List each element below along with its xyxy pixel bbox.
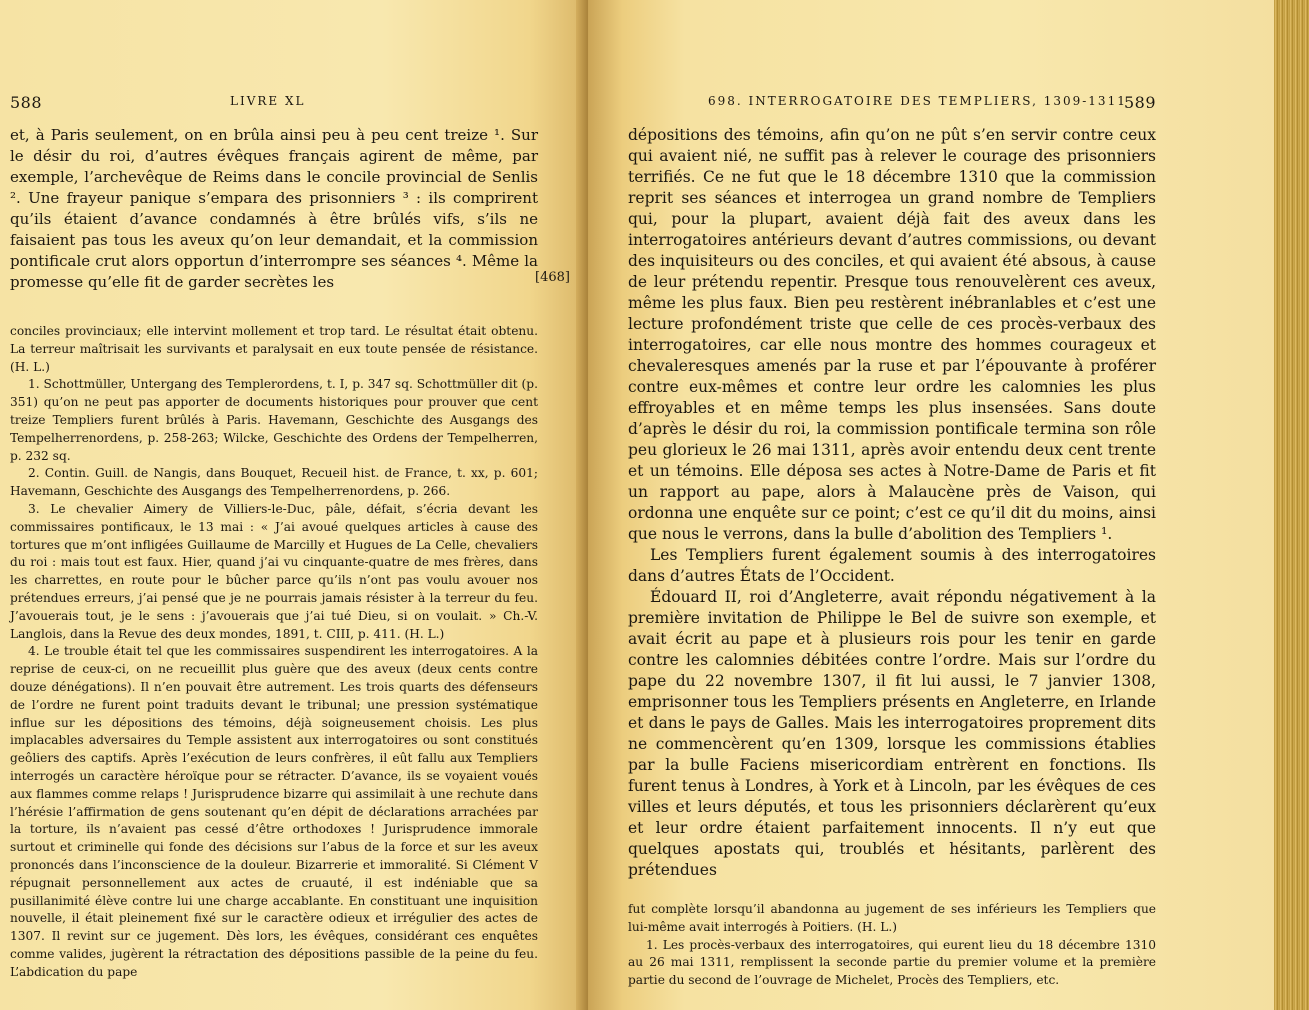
left-footnote-3: 3. Le chevalier Aimery de Villiers-le-Duc, pâle, défait, s’écria devant les commissaires pontificaux, le 13 mai : « J’ai avoué quelques articles à cause des tortures que m’ont infligées Guillaume de Marcilly et Hugues de La Celle, chevaliers du roi : mais tout est faux. Hier, quand j’ai vu cinquante-quatre de mes frères, dans les charrettes, en route pour le bûcher parce qu’ils n’ont pas voulu avouer nos prétendues erreurs, j’ai pensé que je ne pourrais jamais résister à la terreur du feu. J’avouerais tout, je le sens : j’avouerais que j’ai tué Dieu, si on voulait. » Ch.-V. Langlois, dans la Revue des deux mondes, 1891, t. CIII, p. 411. (H. L.) (10, 501, 538, 641)
right-footnotes (628, 901, 1156, 990)
margin-reference: [468] (535, 270, 570, 285)
right-body-text (628, 125, 1156, 881)
right-body-paragraph-2: Les Templiers furent également soumis à des interrogatoires dans d’autres États de l’Occident. (628, 546, 1156, 585)
left-page-header (10, 93, 538, 125)
left-footnote-2: 2. Contin. Guill. de Nangis, dans Bouquet, Recueil hist. de France, t. xx, p. 601; Havemann, Geschichte des Ausgangs des Tempelherrenordens, p. 266. (10, 466, 538, 499)
right-running-head: 698. INTERROGATOIRE DES TEMPLIERS, 1309-1311 (708, 94, 1127, 108)
left-footnote-4: 4. Le trouble était tel que les commissaires suspendirent les interrogatoires. A la reprise de ceux-ci, on ne recueillit plus guère que des aveux (deux cents contre douze dénégations). Il n’en pouvait être autrement. Les trois quarts des défenseurs de l’ordre ne furent point traduits devant le tribunal; une pression systématique influe sur les dépositions des témoins, déjà soigneusement choisis. Les plus implacables adversaires du Temple assistent aux interrogatoires ou sont constitués geôliers des captifs. Après l’exécution de leurs confrères, il eût fallu aux Templiers interrogés un caractère héroïque pour se rétracter. D’avance, ils se voyaient voués aux flammes comme relaps ! Jurisprudence bizarre qui assimilait à une rechute dans l’hérésie l’affirmation de gens soutenant qu’en dépit de déclarations arrachées par la torture, ils n’avaient pas cessé d’être orthodoxes ! Jurisprudence immorale surtout et criminelle qui fonde des décisions sur l’abus de la force et sur les aveux prononcés dans l’inconscience de la douleur. Bizarrerie et immoralité. Si Clément V répugnait personnellement aux actes de cruauté, il est indéniable que sa pusillanimité élève contre lui une charge accablante. En constituant une inquisition nouvelle, il était pleinement fixé sur le caractère odieux et irrégulier des actes de 1307. Il revint sur ce jugement. Dès lors, les évêques, considérant ces enquêtes comme valides, jugèrent la rétractation des dépositions passible de la peine du feu. L’abdication du pape (10, 644, 538, 979)
left-body-text (10, 125, 538, 293)
right-body-paragraph-1: dépositions des témoins, afin qu’on ne pût s’en servir contre ceux qui avaient nié, ne suffit pas à relever le courage des prisonniers terrifiés. Ce ne fut que le 18 décembre 1310 que la commission reprit ses séances et interrogea un grand nombre de Templiers qui, pour la plupart, avaient déjà fait des aveux dans les interrogatoires antérieurs devant d’autres commissions, ou devant des inquisiteurs ou des conciles, et qui avaient été absous, à cause de leur prétendu repentir. Presque tous renouvelèrent ces aveux, même les plus faux. Bien peu restèrent inébranlables et c’est une lecture profondément triste que celle de ces procès-verbaux des interrogatoires, car elle nous montre des hommes courageux et chevaleresques amenés par la ruse et par l’épouvante à proférer contre eux-mêmes et contre leur ordre les calomnies les plus effroyables et en même temps les plus insensées. Sans doute d’après le désir du roi, la commission pontificale termina son rôle peu glorieux le 26 mai 1311, après avoir entendu deux cent trente et un témoins. Elle déposa ses actes à Notre-Dame de Paris et fit un rapport au pape, alors à Malaucène près de Vaison, qui ordonna une enquête sur ce point; c’est ce qu’il dit du moins, ainsi que nous le verrons, dans la bulle d’abolition des Templiers ¹. (628, 126, 1156, 543)
right-footnote-continuation: fut complète lorsqu’il abandonna au jugement de ses inférieurs les Templiers que lui-même avait interrogés à Poitiers. (H. L.) (628, 902, 1156, 934)
right-body-paragraph-3: Édouard II, roi d’Angleterre, avait répondu négativement à la première invitation de Philippe le Bel de suivre son exemple, et avait écrit au pape et à plusieurs rois pour les tenir en garde contre les calomnies débitées contre l’ordre. Mais sur l’ordre du pape du 22 novembre 1307, il fit lui aussi, le 7 janvier 1308, emprisonner tous les Templiers présents en Angleterre, en Irlande et dans le pays de Galles. Mais les interrogatoires proprement dits ne commencèrent qu’en 1309, lorsque les commissions établies par la bulle Faciens misericordiam entrèrent en fonctions. Ils furent tenus à Londres, à York et à Lincoln, par les évêques de ces villes et leurs députés, et tous les prisonniers déclarèrent qu’eux et leur ordre étaient parfaitement innocents. Il n’y eut que quelques apostats qui, troublés et hésitants, parlèrent des prétendues (628, 588, 1156, 879)
page-edges (1274, 0, 1309, 1010)
left-footnote-continuation: conciles provinciaux; elle intervint mollement et trop tard. Le résultat était obtenu. La terreur maîtrisait les survivants et paralysait en eux toute pensée de résistance. (H. L.) (10, 324, 538, 374)
left-footnote-1: 1. Schottmüller, Untergang des Templerordens, t. I, p. 347 sq. Schottmüller dit (p. 351) qu’on ne peut pas apporter de documents historiques pour prouver que cent treize Templiers furent brûlés à Paris. Havemann, Geschichte des Ausgangs des Tempelherrenordens, p. 258-263; Wilcke, Geschichte des Ordens der Tempelherren, p. 232 sq. (10, 377, 538, 463)
right-page-number: 589 (1123, 93, 1156, 112)
right-footnote-1: 1. Les procès-verbaux des interrogatoires, qui eurent lieu du 18 décembre 1310 au 26 mai 1311, remplissent la seconde partie du premier volume et la première partie du second de l’ouvrage de Michelet, Procès des Templiers, etc. (628, 937, 1156, 988)
left-footnotes (10, 323, 538, 981)
left-page (0, 0, 588, 1010)
left-running-head: LIVRE XL (230, 94, 306, 108)
left-body-paragraph: et, à Paris seulement, on en brûla ainsi peu à peu cent treize ¹. Sur le désir du roi, d’autres évêques français agirent de même, par exemple, l’archevêque de Reims dans le concile provincial de Senlis ². Une frayeur panique s’empara des prisonniers ³ : ils comprirent qu’ils étaient d’avance condamnés à être brûlés vifs, s’ils ne faisaient pas tous les aveux qu’on leur demandait, et la commission pontificale crut alors opportun d’interrompre ses séances ⁴. Même la promesse qu’elle fit de garder secrètes les (10, 126, 538, 291)
right-page (588, 0, 1278, 1010)
left-page-number: 588 (10, 93, 43, 112)
right-page-header (628, 93, 1156, 125)
